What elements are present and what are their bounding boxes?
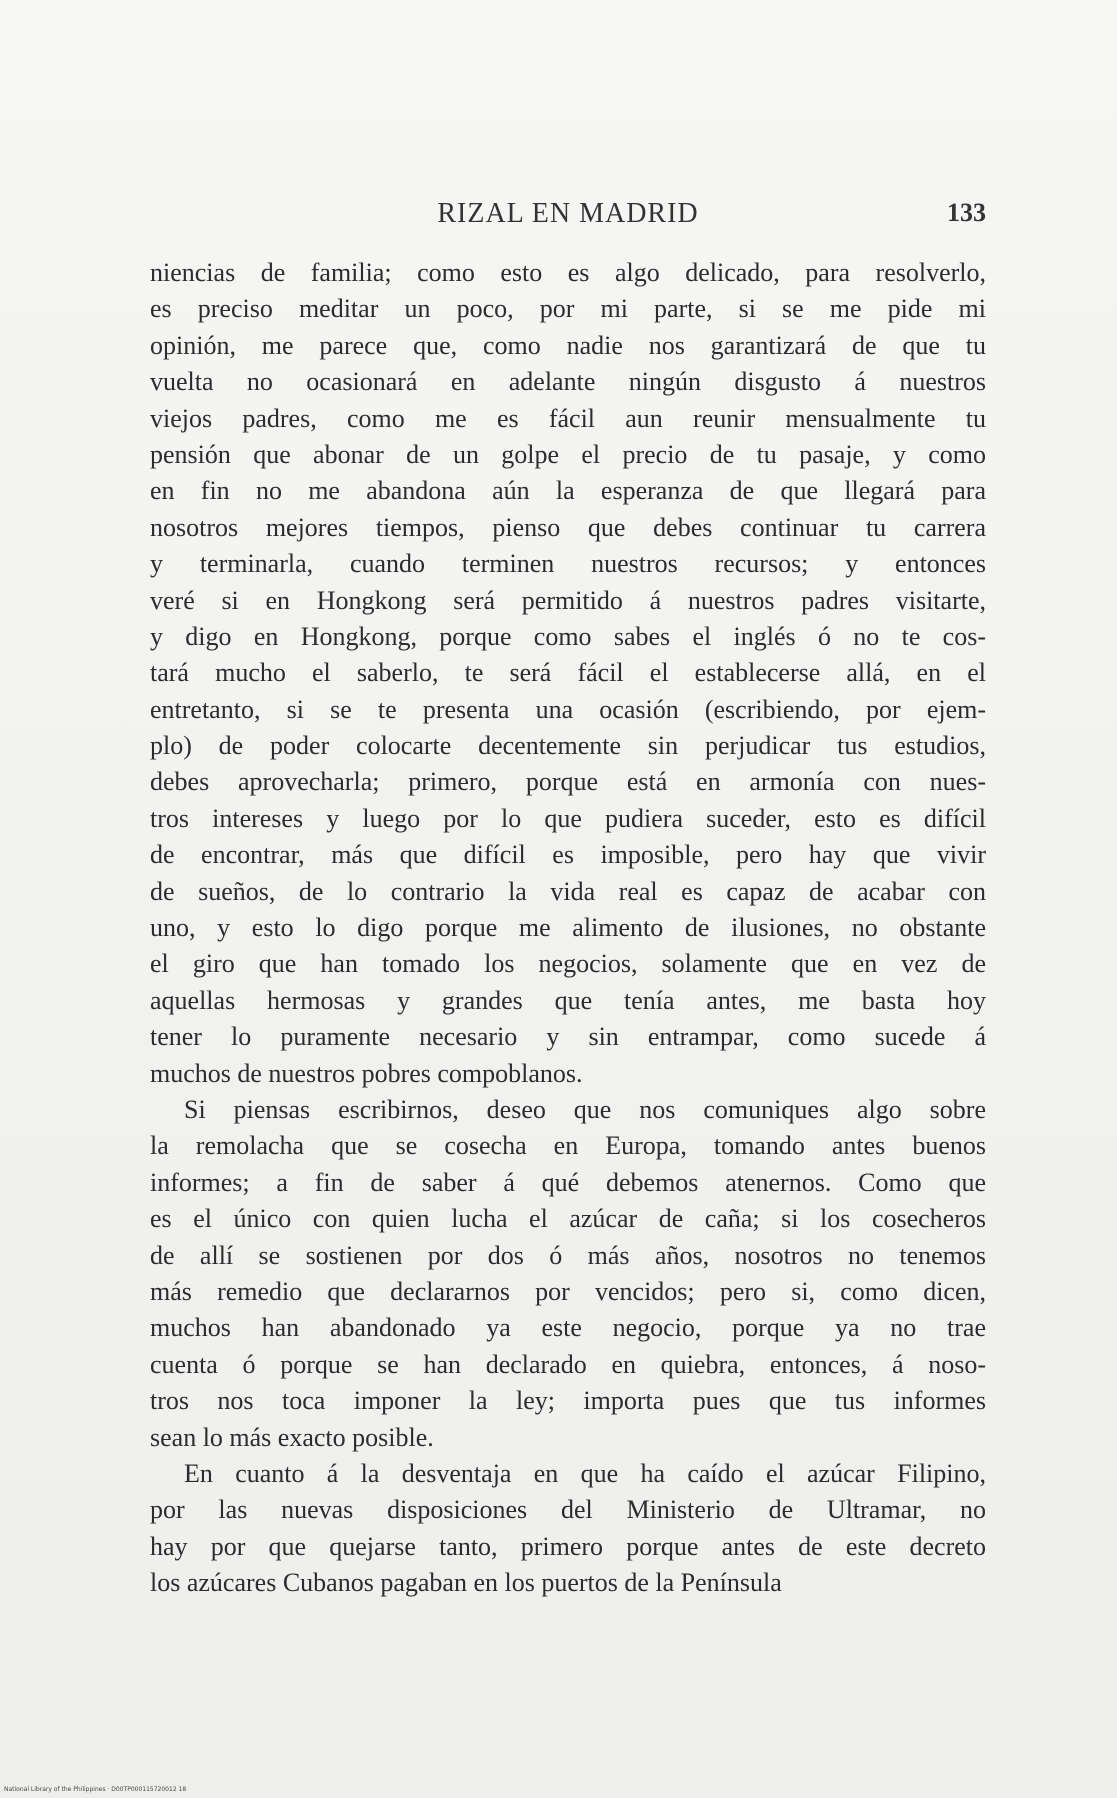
text-line: y digo en Hongkong, porque como sabes el inglés ó no te cos- [150,621,986,651]
text-line: uno, y esto lo digo porque me alimento de ilusiones, no obstante [150,913,986,943]
text-line: debes aprovecharla; primero, porque está en armonía con nues- [150,767,986,797]
text-line: En cuanto á la desventaja en que ha caído el azúcar Filipino, [184,1458,986,1488]
text-line: entretanto, si se te presenta una ocasión (escribiendo, por ejem- [150,694,986,724]
body-text [150,255,986,1601]
text-line: opinión, me parece que, como nadie nos garantizará de que tu [150,330,986,360]
text-line: veré si en Hongkong será permitido á nuestros padres visitarte, [150,585,986,615]
paragraph [150,1456,986,1602]
text-line: Si piensas escribirnos, deseo que nos comuniques algo sobre [184,1094,986,1124]
text-line: aquellas hermosas y grandes que tenía antes, me basta hoy [150,985,986,1015]
text-line: tará mucho el saberlo, te será fácil el establecerse allá, en el [150,658,986,688]
text-line: plo) de poder colocarte decentemente sin perjudicar tus estudios, [150,731,986,761]
text-line: y terminarla, cuando terminen nuestros recursos; y entonces [150,549,986,579]
text-line: más remedio que declararnos por vencidos; pero si, como dicen, [150,1276,986,1306]
scan-credit: National Library of the Philippines · D00TP000115720012 18 [4,1786,187,1793]
text-line: la remolacha que se cosecha en Europa, tomando antes buenos [150,1131,986,1161]
text-line: sean lo más exacto posible. [150,1422,434,1452]
text-line: tros intereses y luego por lo que pudiera suceder, esto es difícil [150,803,986,833]
text-line: el giro que han tomado los negocios, solamente que en vez de [150,949,986,979]
text-line: es el único con quien lucha el azúcar de caña; si los cosecheros [150,1204,986,1234]
text-line: en fin no me abandona aún la esperanza de que llegará para [150,476,986,506]
text-line: los azúcares Cubanos pagaban en los puertos de la Península [150,1568,782,1598]
text-line: es preciso meditar un poco, por mi parte, si se me pide mi [150,294,986,324]
text-line: pensión que abonar de un golpe el precio de tu pasaje, y como [150,439,986,469]
text-line: de encontrar, más que difícil es imposible, pero hay que vivir [150,840,986,870]
text-line: viejos padres, como me es fácil aun reunir mensualmente tu [150,403,986,433]
text-line: tros nos toca imponer la ley; importa pues que tus informes [150,1386,986,1416]
text-line: niencias de familia; como esto es algo delicado, para resolverlo, [150,258,986,287]
text-line: muchos han abandonado ya este negocio, porque ya no trae [150,1313,986,1343]
text-line: tener lo puramente necesario y sin entrampar, como sucede á [150,1022,986,1052]
text-line: hay por que quejarse tanto, primero porque antes de este decreto [150,1531,986,1561]
running-head [150,194,986,234]
text-line: muchos de nuestros pobres compoblanos. [150,1058,583,1088]
text-line: cuenta ó porque se han declarado en quiebra, entonces, á noso- [150,1349,986,1379]
running-title: RIZAL EN MADRID [437,198,699,229]
text-line: por las nuevas disposiciones del Ministerio de Ultramar, no [150,1495,986,1525]
paragraph [150,255,986,1092]
text-line: de allí se sostienen por dos ó más años, nosotros no tenemos [150,1240,986,1270]
text-line: de sueños, de lo contrario la vida real es capaz de acabar con [150,876,986,906]
page-number: 133 [947,198,986,227]
text-line: vuelta no ocasionará en adelante ningún disgusto á nuestros [150,367,986,397]
paragraph [150,1092,986,1456]
text-line: nosotros mejores tiempos, pienso que debes continuar tu carrera [150,512,986,542]
text-line: informes; a fin de saber á qué debemos atenernos. Como que [150,1167,986,1197]
